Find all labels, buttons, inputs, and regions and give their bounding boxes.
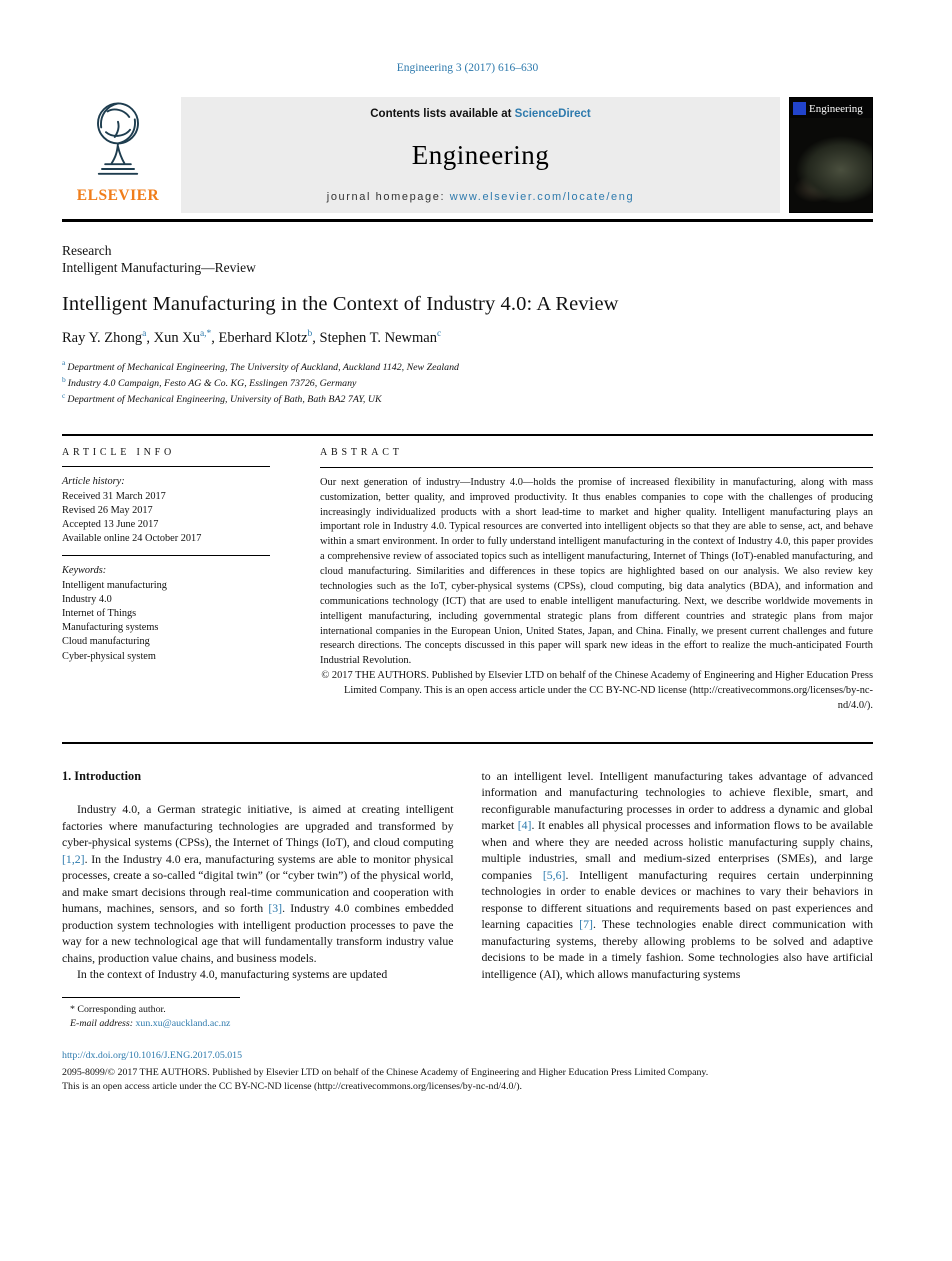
keyword: Internet of Things bbox=[62, 607, 137, 619]
citation-link[interactable]: [1,2] bbox=[62, 851, 85, 866]
article-info-heading: ARTICLE INFO bbox=[62, 446, 176, 458]
history-label: Article history: bbox=[62, 476, 125, 488]
contents-line bbox=[370, 108, 591, 120]
cover-masthead bbox=[790, 98, 872, 115]
journal-header bbox=[62, 97, 873, 213]
keyword: Manufacturing systems bbox=[62, 622, 159, 634]
journal-citation bbox=[62, 62, 873, 74]
affiliation: $^a$ Department of Mechanical Engineering, The University of Auckland, Auckland 1142, New Zealand bbox=[62, 358, 459, 373]
elsevier-logo[interactable] bbox=[62, 97, 174, 213]
info-divider bbox=[62, 555, 270, 556]
keyword: Industry 4.0 bbox=[62, 593, 112, 605]
citation-link[interactable]: [4] bbox=[517, 818, 532, 833]
section-heading-introduction: 1. Introduction bbox=[62, 768, 142, 783]
cover-image bbox=[790, 118, 872, 212]
author: Xun $Xu^{a,*}$, bbox=[153, 329, 219, 347]
elsevier-tree-icon bbox=[76, 97, 160, 185]
author: Ray Y. Zhong$^a$, bbox=[62, 329, 154, 347]
body-paragraph: In the context of Industry 4.0, manufacturing systems are updated bbox=[77, 967, 388, 982]
body-right-column bbox=[482, 768, 874, 983]
citation-link[interactable]: [3] bbox=[268, 901, 283, 916]
abstract-heading: ABSTRACT bbox=[320, 446, 403, 458]
citation-link[interactable]: [7] bbox=[579, 917, 593, 932]
elsevier-wordmark: ELSEVIER bbox=[76, 187, 160, 204]
article-title: Intelligent Manufacturing in the Context of Industry 4.0: A Review bbox=[62, 292, 619, 315]
abstract-text: Our next generation of industry—Industry 4.0—holds the promise of increased flexibility in manufacturing, along with mass customization, better quality, and improved productivity. It thus enables companies to cope with the challenges of producing increasingly individualized products with a short lead-time to market and higher quality. Intelligent manufacturing plays an important role in Industry 4.0. Typical resources are converted into intelligent objects so that they are able to sense, act, and behave within a smart environment. In order to fully understand intelligent manufacturing in the context of Industry 4.0, this paper provides a comprehensive review of associated topics such as intelligent manufacturing, Internet of Things (IoT)-enabled manufacturing, and cloud manufacturing. Similarities and differences in these topics are highlighted based on our analysis. We also review key technologies such as the IoT, cyber-physical systems (CPSs), cloud computing, big data analytics (BDA), and information and communications technology (ICT) that are used to enable intelligent manufacturing. Next, we describe worldwide movements in intelligent manufacturing, including governmental strategic plans from different countries and strategic plans from major international companies in the European Union, United States, Japan, and China. Finally, we present current challenges and future research directions. The concepts discussed in this paper will spark new ideas in the effort to realize the much-anticipated Fourth Industrial Revolution. bbox=[320, 476, 873, 667]
article-info-column bbox=[62, 446, 270, 714]
license-line: This is an open access article under the CC BY-NC-ND license (http://creativecommons.org/licenses/by-nc-nd/4.0/). bbox=[62, 1081, 522, 1093]
author-list bbox=[62, 330, 873, 348]
homepage-line bbox=[327, 191, 634, 203]
column-gap bbox=[270, 446, 320, 714]
issn-copyright-line: 2095-8099/© 2017 THE AUTHORS. Published by Elsevier LTD on behalf of the Chinese Academy of Engineering and Higher Education Press Limited Company. bbox=[62, 1067, 709, 1079]
body-left-column bbox=[62, 768, 454, 983]
history-item: Received 31 March 2017 bbox=[62, 490, 166, 502]
journal-homepage-link[interactable]: www.elsevier.com/locate/eng bbox=[449, 191, 635, 203]
author: Stephen T. Newman$^c$ bbox=[319, 329, 442, 347]
affiliation: $^c$ Department of Mechanical Engineering, University of Bath, Bath BA2 7AY, UK bbox=[62, 391, 382, 406]
history-item: Revised 26 May 2017 bbox=[62, 504, 153, 516]
affiliations bbox=[62, 358, 873, 407]
history-item: Available online 24 October 2017 bbox=[62, 533, 202, 545]
header-divider bbox=[62, 219, 873, 222]
journal-citation-link[interactable]: Engineering 3 (2017) 616–630 bbox=[396, 62, 539, 74]
keyword: Intelligent manufacturing bbox=[62, 579, 167, 591]
author: Eberhard Klotz$^b$, bbox=[218, 329, 320, 347]
email-link[interactable]: xun.xu@auckland.ac.nz bbox=[135, 1018, 231, 1030]
abstract-heading-rule bbox=[320, 467, 873, 468]
contents-label: Contents lists available at bbox=[370, 108, 515, 120]
body-paragraph: Industry 4.0, a German strategic initiative, is aimed at creating intelligent factories where manufacturing technologies are upgraded and transformed by cyber-physical systems (CPSs), the Internet of Things (IoT), and cloud computing [1,2]. In the Industry 4.0 era, manufacturing systems are able to monitor physical processes, create a so-called “digital twin” (or “cyber twin”) of the physical world, and make smart decisions through real-time communication and cooperation with humans, machines, sensors, and so forth [3]. Industry 4.0 combines embedded production system technologies with intelligent production processes to pave the way for a new technological age that will fundamentally transform industry value chains, production value chains, and business models. bbox=[62, 802, 454, 965]
history-item: Accepted 13 June 2017 bbox=[62, 518, 159, 530]
author-footnote bbox=[62, 997, 873, 1032]
journal-masthead bbox=[181, 97, 780, 213]
homepage-label: journal homepage: bbox=[326, 191, 450, 203]
email-line bbox=[62, 1017, 873, 1031]
abstract-column bbox=[320, 446, 873, 714]
cover-title: Engineering bbox=[809, 102, 863, 115]
article-subtype: Intelligent Manufacturing—Review bbox=[62, 260, 256, 276]
publication-footer bbox=[62, 1049, 873, 1094]
email-label: E-mail address: bbox=[70, 1018, 133, 1030]
copyright-notice: © 2017 THE AUTHORS. Published by Elsevier LTD on behalf of the Chinese Academy of Engineering and Higher Education Press Limited Company. This is an open access article under the CC BY-NC-ND license (http://creativecommons.org/licenses/by-nc-nd/4.0/). bbox=[321, 670, 873, 711]
meta-block bbox=[62, 434, 873, 744]
article-body bbox=[62, 768, 873, 983]
article-info-heading-rule bbox=[62, 466, 270, 467]
corresponding-author-note: * Corresponding author. bbox=[70, 1003, 166, 1015]
keyword: Cyber-physical system bbox=[62, 650, 156, 662]
citation-link[interactable]: [5,6] bbox=[542, 867, 566, 882]
journal-name: Engineering bbox=[411, 140, 550, 170]
sciencedirect-link[interactable]: ScienceDirect bbox=[514, 108, 591, 120]
body-paragraph: to an intelligent level. Intelligent manufacturing takes advantage of advanced information and manufacturing technologies to achieve flexible, smart, and reconfigurable manufacturing processes in order to address a dynamic and global market [4]. It enables all physical processes and information flows to be available when and where they are needed across holistic manufacturing supply chains, multiple industries, small and medium-sized enterprises (SMEs), and large companies [5,6]. Intelligent manufacturing requires certain underpinning technologies in order to enable devices or machines to vary their behaviors in response to different situations and requirements based on past experiences and learning capacities [7]. These technologies enable direct communication with manufacturing systems, thereby allowing problems to be solved and adaptive decisions to be made in a timely fashion. Some technologies also have artificial intelligence (AI), which allows manufacturing systems bbox=[481, 768, 874, 981]
cover-logo-square bbox=[793, 102, 806, 115]
meta-bottom-rule bbox=[62, 742, 873, 744]
journal-cover-thumbnail[interactable] bbox=[789, 97, 873, 213]
keyword: Cloud manufacturing bbox=[62, 636, 150, 648]
affiliation: $^b$ Industry 4.0 Campaign, Festo AG & Co. KG, Esslingen 73726, Germany bbox=[62, 374, 357, 390]
keywords-label: Keywords: bbox=[62, 565, 107, 577]
footnote-rule bbox=[62, 997, 240, 998]
article-kicker bbox=[62, 242, 873, 277]
article-type: Research bbox=[62, 242, 112, 258]
doi-link[interactable]: http://dx.doi.org/10.1016/J.ENG.2017.05.015 bbox=[62, 1050, 243, 1062]
